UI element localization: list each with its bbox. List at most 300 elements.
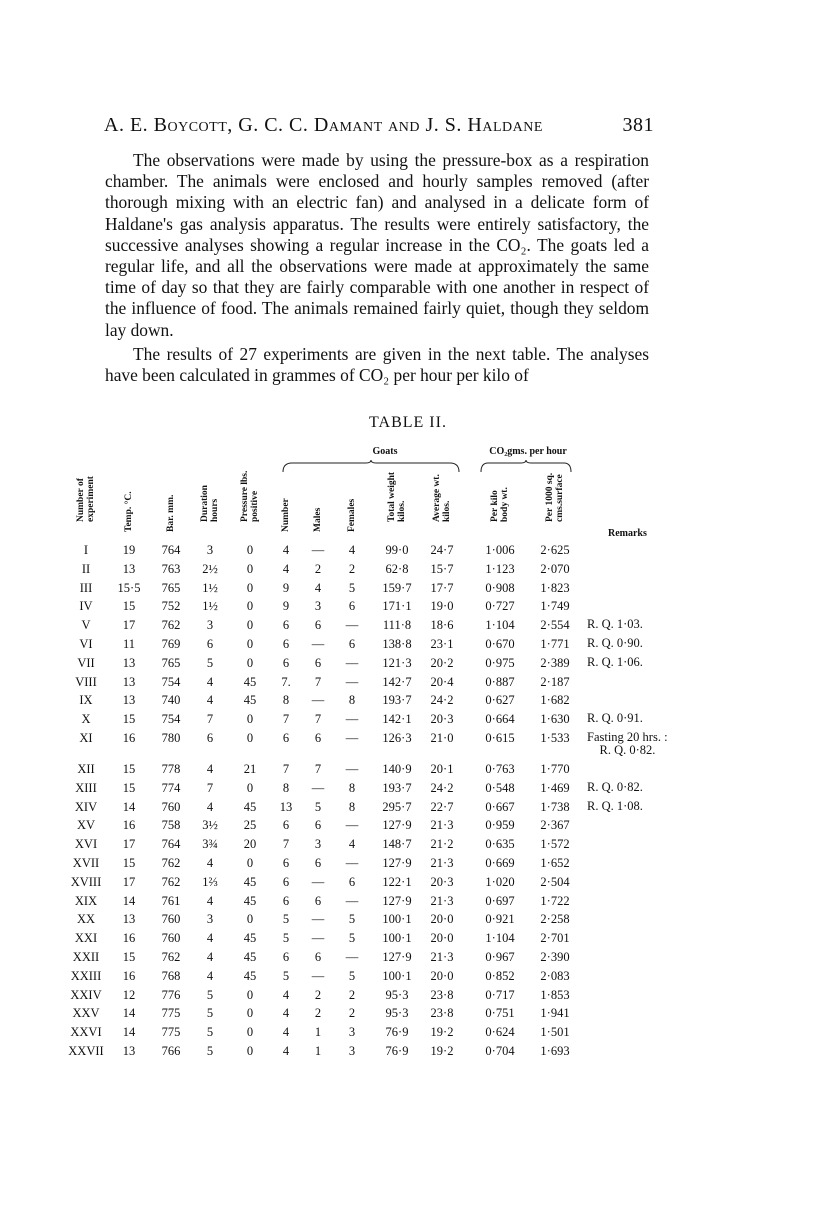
table-cell: IV	[79, 599, 93, 614]
table-cell: 2	[348, 1006, 356, 1021]
goats-group-header: Goats	[372, 446, 398, 457]
table-cell: 7	[314, 674, 322, 689]
body-paragraph-2: The results of 27 experiments are given in the next table. The analyses have been calculated in grammes of CO₂ per hour per kilo of	[105, 344, 649, 386]
table-cell: 19·2	[430, 1043, 454, 1058]
table-row	[0, 856, 816, 875]
table-cell: 45	[243, 674, 257, 689]
table-cell: XXVII	[68, 1043, 104, 1058]
table-cell: XII	[77, 761, 95, 776]
table-cell: 17·7	[430, 580, 454, 595]
table-cell: 765	[161, 655, 181, 670]
table-cell: 14	[122, 799, 136, 814]
table-cell: 776	[161, 987, 181, 1002]
table-cell: 5	[282, 931, 290, 946]
table-cell: —	[311, 543, 325, 557]
table-cell: 0·664	[485, 712, 515, 727]
table-cell: 3	[206, 912, 214, 927]
table-cell: 0·697	[485, 893, 515, 908]
table-cell: 2	[314, 987, 322, 1002]
table-cell: 1·630	[540, 712, 570, 727]
table-cell: 0·763	[485, 761, 515, 776]
table-cell: 2·389	[540, 655, 570, 670]
table-cell: 4	[206, 893, 214, 908]
table-cell: 2·070	[540, 561, 570, 576]
table-cell: 1·770	[540, 761, 570, 776]
table-cell: 17	[122, 837, 136, 852]
table-row	[0, 912, 816, 931]
table-cell: 6	[314, 949, 322, 964]
table-cell: 5	[282, 912, 290, 927]
table-cell: 760	[161, 931, 181, 946]
table-cell: 2	[314, 561, 322, 576]
table-cell: III	[79, 580, 93, 595]
table-row	[0, 581, 816, 600]
table-cell: 1·469	[540, 780, 570, 795]
column-header-label: Per kilo body wt.	[490, 487, 510, 522]
table-cell: 100·1	[382, 968, 412, 983]
running-header	[104, 114, 654, 137]
table-cell: 2½	[202, 561, 218, 576]
table-cell: 1	[314, 1025, 322, 1040]
remark-cell: R. Q. 1·06.	[587, 654, 643, 669]
table-cell: 20·3	[430, 874, 454, 889]
table-cell: 4	[282, 561, 290, 576]
table-cell: 8	[348, 780, 356, 795]
table-cell: 775	[161, 1025, 181, 1040]
table-cell: 754	[161, 712, 181, 727]
table-cell: 2·554	[540, 618, 570, 633]
table-cell: 1·501	[540, 1025, 570, 1040]
table-cell: 1	[314, 1043, 322, 1058]
table-cell: 5	[206, 1006, 214, 1021]
table-cell: 6	[314, 818, 322, 833]
table-cell: —	[311, 636, 325, 651]
table-cell: 762	[161, 618, 181, 633]
table-cell: 45	[243, 693, 257, 708]
table-cell: 122·1	[382, 874, 412, 889]
table-cell: XXVI	[70, 1025, 102, 1040]
table-cell: 5	[348, 931, 356, 946]
remark-cell: R. Q. 1·08.	[587, 798, 643, 813]
table-cell: 21·0	[430, 730, 454, 745]
table-cell: —	[345, 618, 359, 633]
table-row	[0, 712, 816, 731]
table-cell: 127·9	[382, 949, 412, 964]
table-cell: 2	[314, 1006, 322, 1021]
table-cell: XIV	[74, 799, 98, 814]
table-cell: 6	[314, 855, 322, 870]
table-cell: 0	[246, 636, 254, 651]
table-row	[0, 693, 816, 712]
table-cell: 3	[314, 837, 322, 852]
table-row	[0, 800, 816, 819]
table-cell: 778	[161, 761, 181, 776]
table-cell: XXII	[72, 949, 100, 964]
table-cell: 4	[314, 580, 322, 595]
co2-group-header: CO₂gms. per hour	[489, 446, 567, 457]
table-cell: 7	[282, 761, 290, 776]
table-cell: 2	[348, 561, 356, 576]
table-cell: 15·7	[430, 561, 454, 576]
table-row	[0, 781, 816, 800]
table-cell: 14	[122, 1025, 136, 1040]
column-header-label: Number of experiment	[76, 476, 96, 522]
table-cell: 4	[206, 693, 214, 708]
table-row	[0, 950, 816, 969]
table-cell: 20	[243, 837, 257, 852]
table-cell: 5	[206, 1043, 214, 1058]
column-header	[485, 472, 515, 542]
table-cell: 0·717	[485, 987, 515, 1002]
column-header	[114, 472, 144, 542]
table-cell: 7	[314, 761, 322, 776]
table-cell: 2·390	[540, 949, 570, 964]
table-cell: 14	[122, 893, 136, 908]
table-cell: 1·123	[485, 561, 515, 576]
table-cell: 0·615	[485, 730, 515, 745]
table-cell: 0·921	[485, 912, 515, 927]
table-cell: 193·7	[382, 693, 412, 708]
column-header-label: Pressure lbs. positive	[240, 470, 260, 522]
table-cell: —	[311, 968, 325, 983]
table-cell: 1·682	[540, 693, 570, 708]
page-number: 381	[622, 114, 654, 136]
table-cell: 6	[282, 893, 290, 908]
table-cell: 15	[122, 780, 136, 795]
table-cell: —	[311, 693, 325, 708]
table-cell: 6	[314, 618, 322, 633]
table-cell: XI	[79, 730, 93, 745]
table-cell: 7	[282, 712, 290, 727]
table-cell: XIII	[75, 780, 97, 795]
table-cell: 1·853	[540, 987, 570, 1002]
table-cell: 0·751	[485, 1006, 515, 1021]
table-cell: XXI	[74, 931, 98, 946]
table-cell: 7	[206, 780, 214, 795]
table-cell: V	[81, 618, 91, 633]
table-cell: 1·941	[540, 1006, 570, 1021]
table-cell: 764	[161, 837, 181, 852]
table-cell: 100·1	[382, 931, 412, 946]
table-cell: 15·5	[117, 580, 141, 595]
table-cell: 4	[206, 761, 214, 776]
table-cell: 76·9	[385, 1043, 409, 1058]
table-cell: 8	[348, 693, 356, 708]
column-header-label: Males	[313, 507, 323, 532]
table-row	[0, 1044, 816, 1063]
table-cell: 6	[206, 730, 214, 745]
table-cell: 760	[161, 912, 181, 927]
table-cell: 0	[246, 655, 254, 670]
remark-cell: R. Q. 0·90.	[587, 635, 643, 650]
table-cell: 15	[122, 712, 136, 727]
column-header	[303, 472, 333, 542]
column-header	[235, 472, 265, 542]
table-cell: 768	[161, 968, 181, 983]
table-cell: 45	[243, 949, 257, 964]
table-cell: XV	[76, 818, 96, 833]
table-cell: 762	[161, 855, 181, 870]
table-cell: 4	[206, 949, 214, 964]
table-cell: 19·0	[430, 599, 454, 614]
table-cell: 0	[246, 1006, 254, 1021]
table-cell: 1½	[202, 599, 218, 614]
table-cell: 16	[122, 931, 136, 946]
table-cell: 21·3	[430, 818, 454, 833]
table-row	[0, 988, 816, 1007]
remark-cell: R. Q. 1·03.	[587, 617, 643, 632]
table-cell: XX	[76, 912, 96, 927]
table-cell: 8	[348, 799, 356, 814]
column-header-label: Bar. mm.	[166, 494, 176, 532]
table-cell: 765	[161, 580, 181, 595]
table-cell: 20·2	[430, 655, 454, 670]
table-cell: 19	[122, 543, 136, 557]
table-cell: 14	[122, 1006, 136, 1021]
table-cell: 17	[122, 874, 136, 889]
table-cell: 1·006	[485, 543, 515, 557]
table-cell: 3½	[202, 818, 218, 833]
table-cell: 752	[161, 599, 181, 614]
table-cell: 2·187	[540, 674, 570, 689]
table-cell: 17	[122, 618, 136, 633]
table-cell: 1·652	[540, 855, 570, 870]
table-cell: 4	[282, 987, 290, 1002]
table-row	[0, 931, 816, 950]
table-cell: 45	[243, 874, 257, 889]
table-cell: 0	[246, 912, 254, 927]
table-cell: 0	[246, 543, 254, 557]
table-cell: 126·3	[382, 730, 412, 745]
table-cell: 0	[246, 1043, 254, 1058]
table-cell: 763	[161, 561, 181, 576]
table-cell: 1·823	[540, 580, 570, 595]
table-cell: 12	[122, 987, 136, 1002]
table-cell: 6	[282, 818, 290, 833]
table-cell: 764	[161, 543, 181, 557]
table-cell: 5	[348, 580, 356, 595]
table-cell: 7	[314, 712, 322, 727]
table-cell: 0·959	[485, 818, 515, 833]
table-cell: 5	[348, 968, 356, 983]
table-cell: 1·771	[540, 636, 570, 651]
table-cell: 7.	[281, 674, 291, 689]
table-cell: 0·967	[485, 949, 515, 964]
table-cell: 24·2	[430, 780, 454, 795]
table-cell: 0·852	[485, 968, 515, 983]
table-cell: 6	[348, 874, 356, 889]
table-cell: 6	[282, 636, 290, 651]
table-cell: 4	[206, 855, 214, 870]
table-cell: 62·8	[385, 561, 409, 576]
table-cell: 24·7	[430, 543, 454, 557]
table-cell: 20·3	[430, 712, 454, 727]
table-cell: 159·7	[382, 580, 412, 595]
header-authors: A. E. Boycott, G. C. C. Damant and J. S. Haldane	[104, 114, 543, 136]
table-cell: —	[311, 912, 325, 927]
table-cell: 15	[122, 949, 136, 964]
table-cell: 0	[246, 855, 254, 870]
table-cell: 13	[122, 912, 136, 927]
table-cell: 5	[282, 968, 290, 983]
table-cell: 0·727	[485, 599, 515, 614]
column-header-label: Total weight kilos.	[387, 471, 407, 522]
table-cell: 780	[161, 730, 181, 745]
table-cell: 25	[243, 818, 257, 833]
table-cell: 21·2	[430, 837, 454, 852]
table-cell: 13	[122, 693, 136, 708]
table-cell: 23·8	[430, 987, 454, 1002]
remarks-header: Remarks	[608, 528, 647, 539]
table-cell: 21·3	[430, 949, 454, 964]
table-row	[0, 837, 816, 856]
table-cell: 1·749	[540, 599, 570, 614]
table-cell: XVII	[72, 855, 100, 870]
table-cell: 1·722	[540, 893, 570, 908]
table-cell: 8	[282, 693, 290, 708]
table-cell: 45	[243, 931, 257, 946]
table-cell: —	[311, 780, 325, 795]
table-cell: 775	[161, 1006, 181, 1021]
table-cell: 127·9	[382, 893, 412, 908]
table-cell: 760	[161, 799, 181, 814]
table-cell: 20·4	[430, 674, 454, 689]
table-cell: 4	[206, 674, 214, 689]
table-cell: 193·7	[382, 780, 412, 795]
table-cell: 16	[122, 968, 136, 983]
table-cell: 0	[246, 730, 254, 745]
table-cell: 9	[282, 580, 290, 595]
column-header-label: Duration hours	[200, 485, 220, 522]
table-cell: 3	[206, 618, 214, 633]
table-cell: XXIII	[70, 968, 102, 983]
table-cell: —	[345, 730, 359, 745]
table-row	[0, 543, 816, 562]
table-cell: 4	[282, 543, 290, 557]
table-cell: VII	[77, 655, 95, 670]
table-cell: —	[345, 674, 359, 689]
table-row	[0, 762, 816, 781]
table-cell: —	[345, 818, 359, 833]
table-cell: 9	[282, 599, 290, 614]
column-header-label: Per 1000 sq. cms.surface	[545, 472, 565, 522]
table-cell: 6	[282, 855, 290, 870]
table-cell: 0	[246, 580, 254, 595]
table-cell: 0·548	[485, 780, 515, 795]
table-cell: 740	[161, 693, 181, 708]
column-header	[540, 472, 570, 542]
table-cell: 15	[122, 599, 136, 614]
table-cell: 1·738	[540, 799, 570, 814]
table-cell: 754	[161, 674, 181, 689]
column-header	[337, 472, 367, 542]
column-header-label: Average wt. kilos.	[432, 474, 452, 522]
table-cell: 11	[122, 636, 136, 651]
table-cell: 0	[246, 780, 254, 795]
table-cell: 1·533	[540, 730, 570, 745]
column-header-label: Number	[281, 498, 291, 532]
table-cell: 16	[122, 730, 136, 745]
table-cell: XVIII	[70, 874, 102, 889]
table-cell: 21·3	[430, 855, 454, 870]
table-cell: 2·367	[540, 818, 570, 833]
table-cell: 99·0	[385, 543, 409, 557]
remark-cell: Fasting 20 hrs. : R. Q. 0·82.	[587, 729, 668, 757]
table-cell: 95·3	[385, 987, 409, 1002]
table-cell: XIX	[74, 893, 98, 908]
table-row	[0, 818, 816, 837]
table-cell: XXV	[72, 1006, 100, 1021]
table-cell: 766	[161, 1043, 181, 1058]
remark-cell: R. Q. 0·91.	[587, 711, 643, 726]
table-cell: 0	[246, 561, 254, 576]
table-cell: 13	[279, 799, 293, 814]
table-cell: 0·635	[485, 837, 515, 852]
table-cell: 4	[282, 1025, 290, 1040]
table-cell: VIII	[75, 674, 97, 689]
table-cell: 769	[161, 636, 181, 651]
table-cell: 0·627	[485, 693, 515, 708]
table-cell: 758	[161, 818, 181, 833]
table-cell: 22·7	[430, 799, 454, 814]
table-cell: 1·104	[485, 618, 515, 633]
table-cell: 100·1	[382, 912, 412, 927]
table-cell: 148·7	[382, 837, 412, 852]
table-cell: 45	[243, 968, 257, 983]
table-cell: 6	[314, 893, 322, 908]
column-header-label: Temp. °C.	[124, 491, 134, 532]
table-cell: 121·3	[382, 655, 412, 670]
column-header	[382, 472, 412, 542]
table-cell: 20·0	[430, 968, 454, 983]
table-cell: —	[345, 893, 359, 908]
column-header-label: Females	[347, 498, 357, 532]
table-cell: 7	[206, 712, 214, 727]
table-cell: 1·104	[485, 931, 515, 946]
table-cell: 0	[246, 599, 254, 614]
table-cell: XVI	[74, 837, 98, 852]
table-cell: 762	[161, 949, 181, 964]
table-row	[0, 618, 816, 637]
column-header	[271, 472, 301, 542]
table-cell: 6	[314, 730, 322, 745]
table-cell: 24·2	[430, 693, 454, 708]
table-cell: 295·7	[382, 799, 412, 814]
table-cell: 21·3	[430, 893, 454, 908]
table-cell: 18·6	[430, 618, 454, 633]
table-cell: 2·701	[540, 931, 570, 946]
remark-cell: R. Q. 0·82.	[587, 779, 643, 794]
table-cell: —	[345, 761, 359, 776]
table-cell: 5	[314, 799, 322, 814]
table-cell: 4	[206, 931, 214, 946]
table-cell: 1½	[202, 580, 218, 595]
column-header	[195, 472, 225, 542]
table-cell: —	[345, 855, 359, 870]
table-cell: 0·670	[485, 636, 515, 651]
table-cell: —	[345, 712, 359, 727]
table-cell: 4	[348, 543, 356, 557]
table-cell: 2·083	[540, 968, 570, 983]
table-cell: —	[311, 931, 325, 946]
table-cell: 6	[282, 655, 290, 670]
table-cell: 0	[246, 1025, 254, 1040]
table-title: TABLE II.	[369, 414, 447, 431]
body-paragraph-1: The observations were made by using the pressure-box as a respiration chamber. The animals were enclosed and hourly samples removed (after thorough mixing with an electric fan) and analysed in a delicate form of Haldane's gas analysis apparatus. The results were entirely satisfactory, the successive analyses showing a regular increase in the CO₂. The goats led a regular life, and all the observations were made at approximately the same time of day so that they are fairly comparable with one another in respect of the influence of food. The animals remained fairly quiet, though they seldom lay down.	[105, 150, 649, 340]
table-cell: 15	[122, 761, 136, 776]
table-row	[0, 562, 816, 581]
table-cell: 4	[206, 799, 214, 814]
